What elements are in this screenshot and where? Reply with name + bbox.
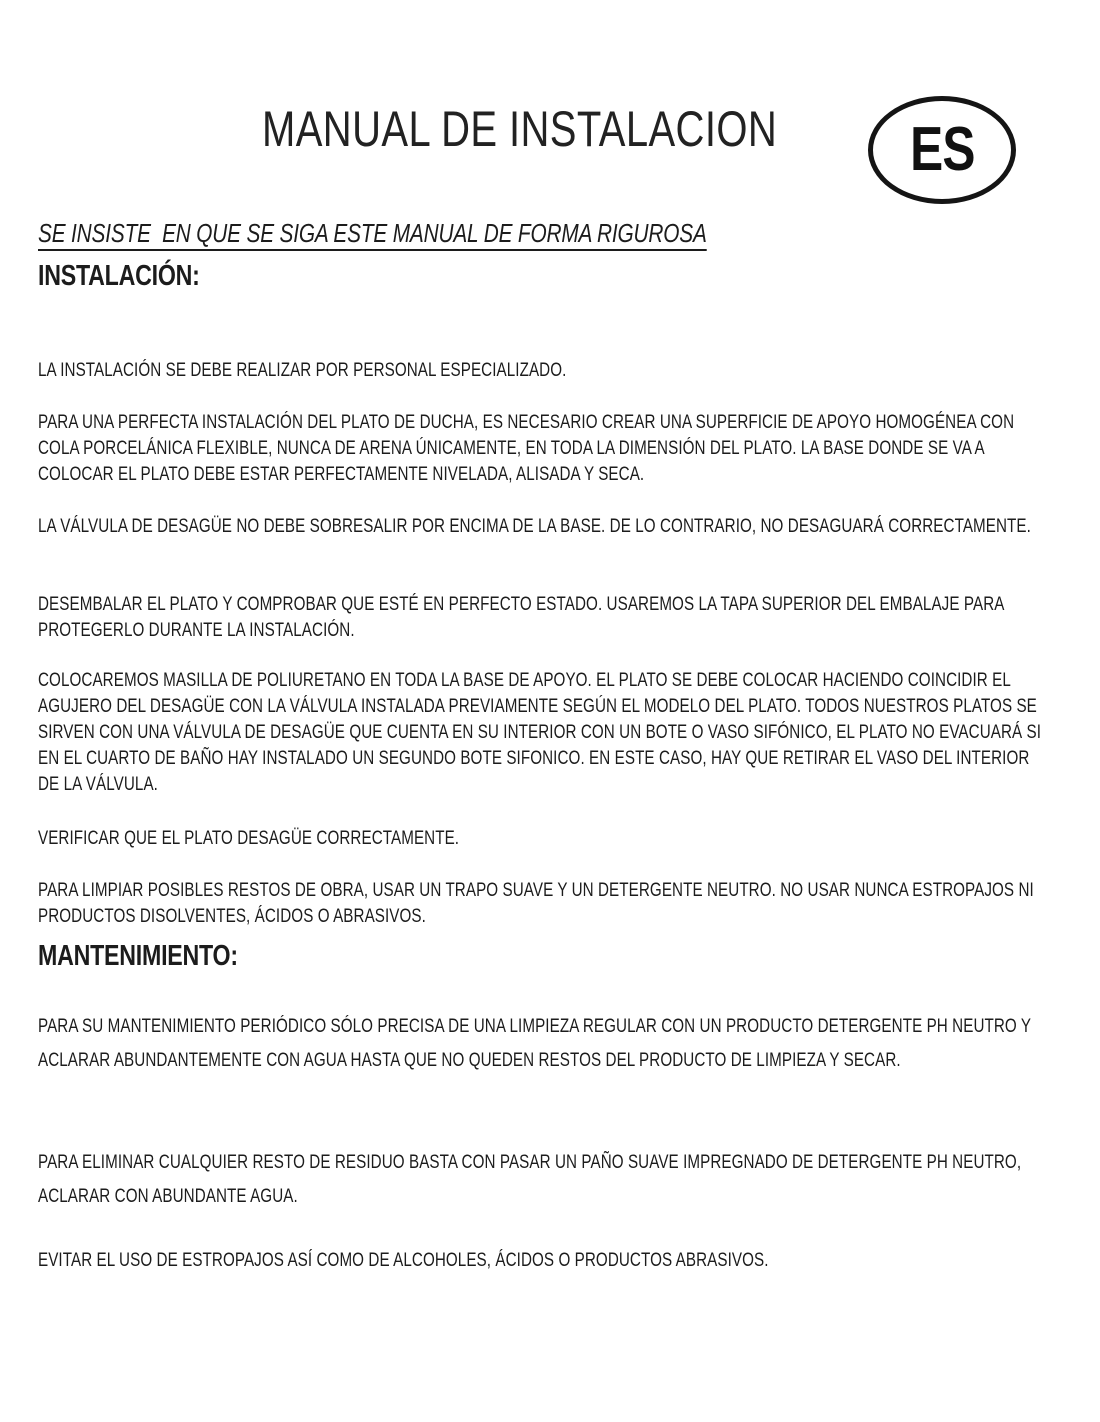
paragraph-mantenimiento-2: PARA ELIMINAR CUALQUIER RESTO DE RESIDUO BASTA CON PASAR UN PAÑO SUAVE IMPREGNADO DE DETERGENTE PH NEUTRO, ACLARAR CON ABUNDANTE AGUA.: [38, 1152, 1022, 1207]
paragraph-mantenimiento-3: EVITAR EL USO DE ESTROPAJOS ASÍ COMO DE ALCOHOLES, ÁCIDOS O PRODUCTOS ABRASIVOS.: [38, 1250, 769, 1271]
paragraph-instalacion-4: DESEMBALAR EL PLATO Y COMPROBAR QUE ESTÉ EN PERFECTO ESTADO. USAREMOS LA TAPA SUPERIOR DEL EMBALAJE PARA PROTEGERLO DURANTE LA INSTALACIÓN.: [38, 594, 1004, 641]
section-heading-instalacion: INSTALACIÓN:: [38, 260, 200, 292]
paragraph-instalacion-2: PARA UNA PERFECTA INSTALACIÓN DEL PLATO DE DUCHA, ES NECESARIO CREAR UNA SUPERFICIE DE APOYO HOMOGÉNEA CON COLA PORCELÁNICA FLEXIBLE, NUNCA DE ARENA ÚNICAMENTE, EN TODA LA DIMENSIÓN DEL PLATO. LA BASE DONDE SE VA A COLOCAR EL PLATO DEBE ESTAR PERFECTAMENTE NIVELADA, ALISADA Y SECA.: [38, 412, 1015, 485]
paragraph-instalacion-1: LA INSTALACIÓN SE DEBE REALIZAR POR PERSONAL ESPECIALIZADO.: [38, 360, 567, 381]
page-content: [38, 0, 1048, 1422]
paragraph-instalacion-5: COLOCAREMOS MASILLA DE POLIURETANO EN TODA LA BASE DE APOYO. EL PLATO SE DEBE COLOCAR HACIENDO COINCIDIR EL AGUJERO DEL DESAGÜE CON LA VÁLVULA INSTALADA PREVIAMENTE SEGÚN EL MODELO DEL PLATO. TODOS NUESTROS PLATOS SE SIRVEN CON UNA VÁLVULA DE DESAGÜE QUE CUENTA EN SU INTERIOR CON UN BOTE O VASO SIFÓNICO, EL PLATO NO EVACUARÁ SI EN EL CUARTO DE BAÑO HAY INSTALADO UN SEGUNDO BOTE SIFONICO. EN ESTE CASO, HAY QUE RETIRAR EL VASO DEL INTERIOR DE LA VÁLVULA.: [38, 670, 1042, 795]
paragraph-instalacion-3: LA VÁLVULA DE DESAGÜE NO DEBE SOBRESALIR POR ENCIMA DE LA BASE. DE LO CONTRARIO, NO DESAGUARÁ CORRECTAMENTE.: [38, 516, 1031, 537]
section-heading-mantenimiento: MANTENIMIENTO:: [38, 940, 238, 972]
paragraph-instalacion-7: PARA LIMPIAR POSIBLES RESTOS DE OBRA, USAR UN TRAPO SUAVE Y UN DETERGENTE NEUTRO. NO USAR NUNCA ESTROPAJOS NI PRODUCTOS DISOLVENTES, ÁCIDOS O ABRASIVOS.: [38, 880, 1034, 927]
language-badge-label: ES: [909, 115, 975, 184]
page-title: MANUAL DE INSTALACION: [262, 101, 778, 157]
paragraph-mantenimiento-1: PARA SU MANTENIMIENTO PERIÓDICO SÓLO PRECISA DE UNA LIMPIEZA REGULAR CON UN PRODUCTO DETERGENTE PH NEUTRO Y ACLARAR ABUNDANTEMENTE CON AGUA HASTA QUE NO QUEDEN RESTOS DEL PRODUCTO DE LIMPIEZA Y SECAR.: [38, 1016, 1031, 1071]
paragraph-instalacion-6: VERIFICAR QUE EL PLATO DESAGÜE CORRECTAMENTE.: [38, 828, 460, 849]
notice-line: SE INSISTE EN QUE SE SIGA ESTE MANUAL DE FORMA RIGUROSA: [38, 218, 707, 248]
